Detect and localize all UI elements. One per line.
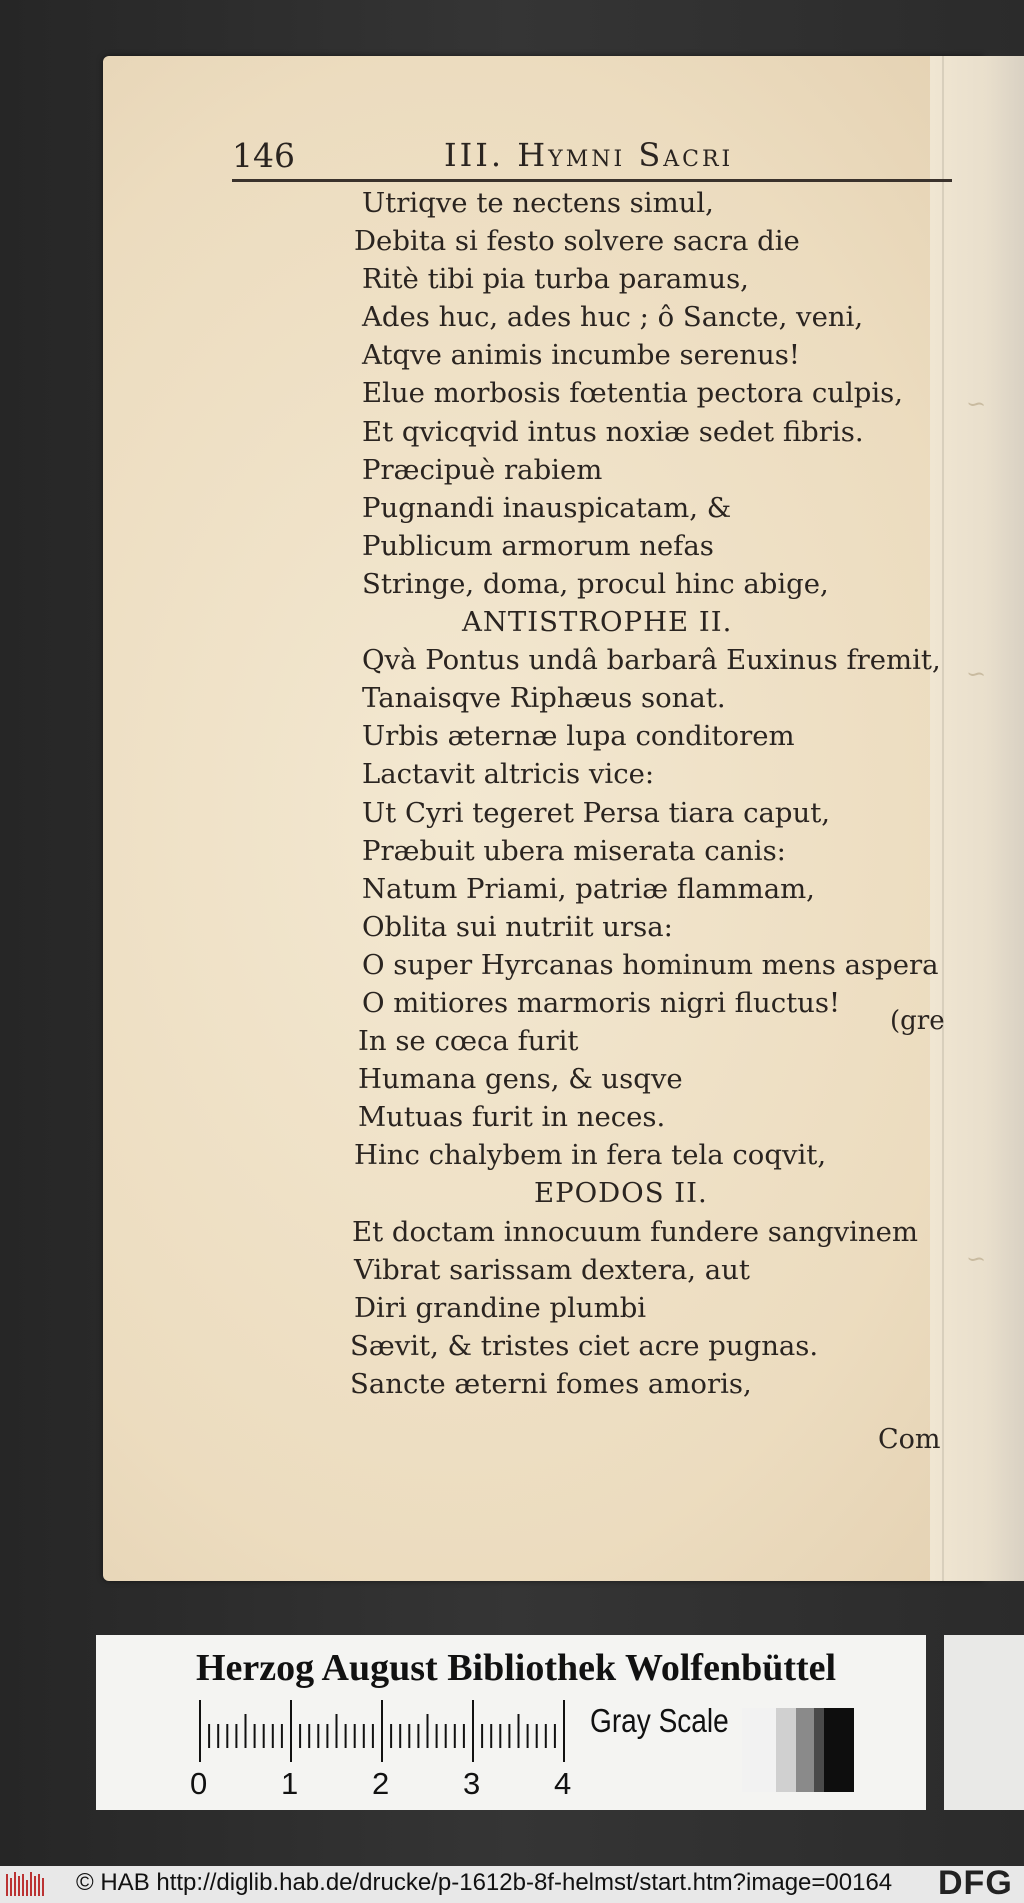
copyright-url[interactable]: © HAB http://diglib.hab.de/drucke/p-1612b-8f-helmst/start.htm?image=00164: [76, 1869, 893, 1896]
page-header: [232, 132, 952, 176]
text-line: Oblita sui nutriit ursa:: [362, 910, 673, 943]
show-through-mark: ~: [966, 660, 987, 688]
text-line: Sævit, & tristes ciet acre pugnas.: [350, 1329, 819, 1362]
text-line: Natum Priami, patriæ flammam,: [362, 872, 815, 905]
dfg-logo: DFG: [938, 1864, 1013, 1902]
text-line: Pugnandi inauspicatam, &: [362, 491, 732, 524]
header-rule: [232, 179, 952, 182]
section-heading: ANTISTROPHE II.: [462, 606, 733, 639]
text-line: Atqve animis incumbe serenus!: [362, 339, 800, 372]
text-line: Debita si festo solvere sacra die: [354, 225, 800, 258]
text-line: O super Hyrcanas hominum mens aspera: [362, 948, 939, 981]
text-line: Ades huc, ades huc ; ô Sancte, veni,: [362, 301, 864, 334]
scale-ruler: [198, 1700, 568, 1762]
text-line: Utriqve te nectens simul,: [362, 187, 714, 219]
ruler-label: 0: [190, 1766, 208, 1801]
text-line: Ritè tibi pia turba paramus,: [362, 263, 749, 296]
text-line: Et doctam innocuum fundere sangvinem: [352, 1215, 918, 1248]
text-line: Urbis æternæ lupa conditorem: [362, 720, 795, 753]
text-line: Diri grandine plumbi: [354, 1291, 647, 1324]
poem-text: [350, 184, 962, 1403]
text-line: Præcipuè rabiem: [362, 453, 603, 486]
page-number: 146: [232, 136, 295, 175]
text-line: Tanaisqve Riphæus sonat.: [362, 682, 726, 715]
text-line: Publicum armorum nefas: [362, 529, 714, 562]
text-line: Qvà Pontus undâ barbarâ Euxinus fremit,: [362, 644, 941, 677]
text-line: Sancte æterni fomes amoris,: [350, 1367, 752, 1400]
text-line: Stringe, doma, procul hinc abige,: [362, 567, 829, 600]
text-line: Lactavit altricis vice:: [362, 758, 655, 791]
color-target-bar-overlap: [944, 1635, 1024, 1810]
ruler-label: 2: [372, 1766, 390, 1801]
catchword: Com: [878, 1424, 941, 1455]
hab-barcode-icon: [6, 1870, 48, 1898]
ruler-label: 3: [463, 1766, 481, 1801]
ruler-label: 1: [281, 1766, 299, 1801]
gray-swatch: [824, 1708, 854, 1792]
marginal-note: (gre: [890, 1006, 945, 1036]
text-line: Præbuit ubera miserata canis:: [362, 834, 786, 867]
show-through-mark: ~: [966, 1245, 987, 1273]
gray-swatch: [814, 1708, 824, 1792]
text-line: Humana gens, & usqve: [358, 1063, 683, 1096]
text-line: Vibrat sarissam dextera, aut: [354, 1253, 750, 1286]
grayscale-swatches: [742, 1708, 854, 1792]
grayscale-label: Gray Scale: [590, 1702, 729, 1739]
text-line: Hinc chalybem in fera tela coqvit,: [354, 1139, 827, 1172]
show-through-mark: ~: [966, 390, 987, 418]
ruler-label: 4: [554, 1766, 572, 1801]
text-line: Elue morbosis fœtentia pectora culpis,: [362, 377, 904, 410]
gray-swatch: [742, 1708, 776, 1792]
text-line: Ut Cyri tegeret Persa tiara caput,: [362, 796, 831, 829]
text-line: O mitiores marmoris nigri fluctus!: [362, 986, 841, 1019]
gray-swatch: [796, 1708, 814, 1792]
text-line: Mutuas furit in neces.: [358, 1101, 666, 1134]
library-name: Herzog August Bibliothek Wolfenbüttel: [196, 1647, 837, 1689]
gray-swatch: [776, 1708, 796, 1792]
section-heading: EPODOS II.: [534, 1177, 708, 1210]
text-line: Et qvicqvid intus noxiæ sedet fibris.: [362, 415, 864, 448]
running-title: III. Hymni Sacri: [444, 136, 734, 174]
text-line: In se cœca furit: [358, 1025, 579, 1058]
